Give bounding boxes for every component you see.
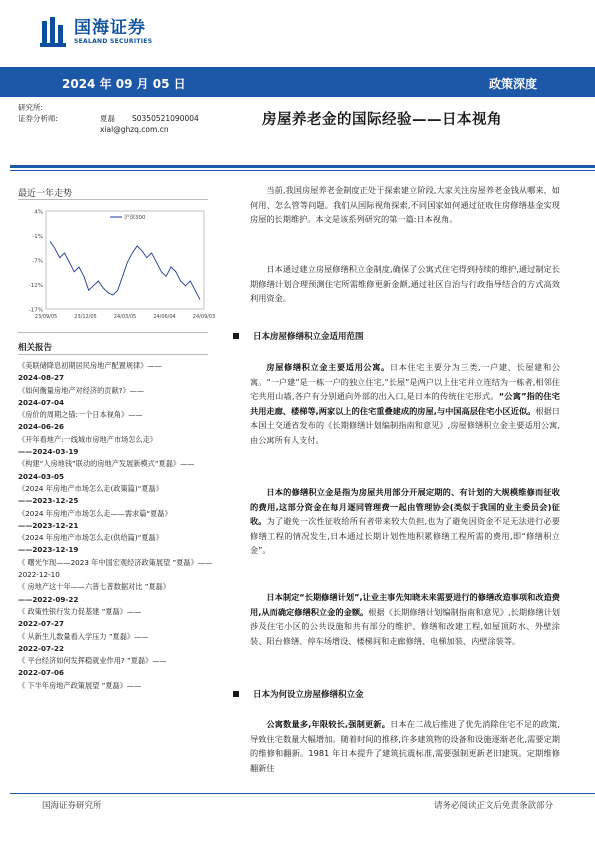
scope-text-b: 根据日本国土交通省发布的《长期修缮计划编制指南和意见》,房屋修缮积立金主要适用公寓,由公寓所有人支付。 <box>250 405 560 445</box>
reason-paragraph <box>250 717 560 775</box>
report-item[interactable] <box>18 385 213 410</box>
report-date: ——2023-12-21 <box>18 520 79 530</box>
section-title: 日本为何设立房屋修缮积立金 <box>253 690 364 700</box>
report-title: 《 房地产这十年——六普七普数据对比 ”夏磊》 <box>18 582 171 592</box>
section-heading-1 <box>233 330 364 342</box>
x-tick-label: 24/06/04 <box>153 314 176 320</box>
report-item[interactable] <box>18 581 213 606</box>
sidebar-divider <box>18 332 208 333</box>
report-item[interactable] <box>18 434 213 459</box>
scope-emphasis: “公寓”指的住宅共用走廊、楼梯等,两家以上的住宅重叠建成的房屋,与中国高层住宅小区近似。 <box>250 391 560 416</box>
definition-text: 为了避免一次性征收给所有者带来较大负担,也为了避免因资金不足无法进行必要修缮工程的情况发生,日本通过长期计划性地积累修缮工程所需的费用,即“修缮积立金”。 <box>250 516 560 556</box>
trend-chart <box>18 205 216 325</box>
chart-frame <box>46 211 204 309</box>
page-title: 房屋养老金的国际经验——日本视角 <box>262 112 502 128</box>
report-title: 《 曙光乍现——2023 年中国宏观经济政策展望 ”夏磊》——2022-12-10 <box>18 557 213 580</box>
related-reports-list <box>18 360 213 692</box>
report-title: 《 政策性银行发力促基建 ”夏磊》—— <box>18 606 142 616</box>
sidebar-divider <box>18 354 208 355</box>
scope-lead: 房屋修缮积立金主要适用公寓。 <box>266 362 390 372</box>
logo-mark-icon <box>40 17 68 47</box>
report-date: 2024 年 09 月 05 日 <box>62 77 186 91</box>
definition-paragraph <box>250 485 560 558</box>
report-title: 《2024 年房地产市场怎么走(政策篇)“夏磊》 <box>18 483 163 493</box>
company-logo <box>40 17 152 47</box>
footer-disclaimer: 请务必阅读正文后免责条款部分 <box>433 801 553 811</box>
x-tick-label: 23/09/05 <box>34 314 58 320</box>
intro-paragraph <box>250 183 560 227</box>
report-title: 《 平台经济如何发挥稳就业作用? ”夏磊》—— <box>18 656 167 666</box>
intro-text: 当前,我国房屋养老金制度正处于探索建立阶段,大家关注房屋养老金钱从哪来、如何用、怎么管等问题。我们从国际视角探索,不同国家如何通过征收住房修缮基金实现房屋的长期维护。本文是该系列研究的第一篇:日本视角。 <box>250 185 560 225</box>
research-label: 研究所: <box>18 103 44 112</box>
logo-name-cn: 国海证券 <box>74 18 146 38</box>
y-tick-label: -12% <box>28 283 43 289</box>
report-item[interactable] <box>18 631 213 656</box>
header-banner <box>0 67 595 97</box>
legend-label: 沪深300 <box>124 215 146 221</box>
report-title: 《美联储降息初期居民房地产配置规律》—— <box>18 361 162 370</box>
report-title: 《2024 年房地产市场怎么走(供给篇)“夏磊》 <box>18 533 163 543</box>
report-date: ——2023-12-19 <box>18 545 79 555</box>
report-title: 《如何衡量房地产对经济的贡献?》—— <box>18 385 145 395</box>
report-date: 2022-07-22 <box>18 643 64 653</box>
plan-lead: 日本制定“长期修缮计划”,让业主事先知晓未来需要进行的修缮改造事项和改造费用,从而确定修缮积立金的金额。 <box>250 592 560 617</box>
report-item[interactable] <box>18 409 213 434</box>
report-date: 2022-07-06 <box>18 668 64 678</box>
report-item[interactable] <box>18 508 213 533</box>
report-item[interactable] <box>18 458 213 483</box>
scope-paragraph <box>250 360 560 448</box>
report-title: 《 下半年房地产政策展望 ”夏磊》—— <box>18 680 142 690</box>
report-item[interactable] <box>18 557 213 582</box>
footer-institute: 国海证券研究所 <box>42 801 102 811</box>
section-heading-2 <box>233 688 364 700</box>
x-tick-label: 23/12/05 <box>74 314 97 320</box>
header-divider <box>10 165 595 168</box>
analyst-cert: S0350521090004 <box>132 114 199 123</box>
report-date: 2024-06-26 <box>18 422 64 432</box>
x-tick-label: 24/09/03 <box>192 314 216 320</box>
report-title: 《房价的周期之锚:一个日本视角》—— <box>18 410 143 420</box>
plan-text: 根据《长期修缮计划编制指南和意见》,长期修缮计划涉及住宅小区的公共设施和共有部分的维护、修缮和改建工程,如屋顶防水、外壁涂装、阳台修缮、停车场增设、楼梯间和走廊修缮、电梯加装、内壁涂装等。 <box>250 606 560 646</box>
report-date: 2024-03-05 <box>18 471 64 481</box>
analyst-info <box>18 102 199 135</box>
plan-paragraph <box>250 590 560 648</box>
report-date: 2022-07-27 <box>18 619 64 629</box>
report-title: 《2024 年房地产市场怎么走——需求篇“夏磊》 <box>18 508 172 518</box>
report-title: 《开年看地产:一线城市房地产市场怎么走》 <box>18 434 157 444</box>
report-date: ——2023-12-25 <box>18 496 79 506</box>
y-tick-label: 4% <box>34 209 43 216</box>
y-tick-label: -7% <box>32 258 43 265</box>
reason-lead: 公寓数量多,年限较长,强制更新。 <box>266 719 391 729</box>
report-item[interactable] <box>18 606 213 631</box>
section-title: 日本房屋修缮积立金适用范围 <box>253 332 364 342</box>
report-category: 政策深度 <box>488 77 537 91</box>
report-item[interactable] <box>18 360 213 385</box>
report-item[interactable] <box>18 655 213 680</box>
analyst-label: 证券分析师: <box>18 114 59 123</box>
report-date: ——2024-03-19 <box>18 447 79 457</box>
footer-divider <box>10 793 595 794</box>
report-title: 《 从新生儿数量看入学压力 ”夏磊》—— <box>18 631 149 641</box>
report-title: 《构建“人房地钱”联动的房地产发展新模式”夏磊》—— <box>18 459 195 469</box>
logo-name-en: SEALAND SECURITIES <box>74 38 153 45</box>
report-date: 2024-07-04 <box>18 397 64 407</box>
analyst-email[interactable]: xial@ghzq.com.cn <box>100 125 169 134</box>
summary-text: 日本通过建立房屋修缮积立金制度,确保了公寓式住宅得到持续的维护,通过制定长期修缮计划合理预测住宅所需维修更新金额,通过社区自治与行政指导结合的方式高效利用资金。 <box>250 264 560 304</box>
reason-text: 日本在二战后推进了优先消除住宅不足的政策,导致住宅数量大幅增加。随着时间的推移,许多建筑物的设备和设施逐渐老化,需要定期的维修和翻新。1981 年日本提升了建筑抗震标准,需要强制更新老旧建筑。定期维修翻新住 <box>250 719 560 773</box>
scope-text-a: 日本住宅主要分为三类,一户建、长屋建和公寓。“一户建”是一栋一户的独立住宅,“长屋”是两户以上住宅并立连结为一栋者,相邻住宅共用山墙,各户有分别通向外部的出入口,是日本的传统住宅形式。 <box>250 362 560 402</box>
header-divider-thin <box>10 170 595 171</box>
analyst-name: 夏磊 <box>100 114 115 123</box>
summary-paragraph <box>250 262 560 306</box>
report-item[interactable] <box>18 680 213 692</box>
y-tick-label: -1% <box>32 234 43 240</box>
bullet-square-icon <box>233 691 239 697</box>
definition-lead: 日本的修缮积立金是指为房屋共用部分开展定期的、有计划的大规模维修而征收的费用,这部分资金在每月逐同管理费一起由管理协会(类似于我国的业主委员会)征收。 <box>250 487 560 527</box>
chart-title: 最近一年走势 <box>18 189 73 199</box>
bullet-square-icon <box>233 333 239 339</box>
related-reports-title: 相关报告 <box>18 343 53 353</box>
report-date: ——2022-09-22 <box>18 594 79 604</box>
report-item[interactable] <box>18 532 213 557</box>
report-date: 2024-08-27 <box>18 373 64 383</box>
x-tick-label: 24/03/05 <box>113 314 137 320</box>
report-item[interactable] <box>18 483 213 508</box>
y-tick-label: -17% <box>28 307 43 314</box>
sidebar-divider <box>18 199 208 200</box>
series-line <box>50 241 200 299</box>
